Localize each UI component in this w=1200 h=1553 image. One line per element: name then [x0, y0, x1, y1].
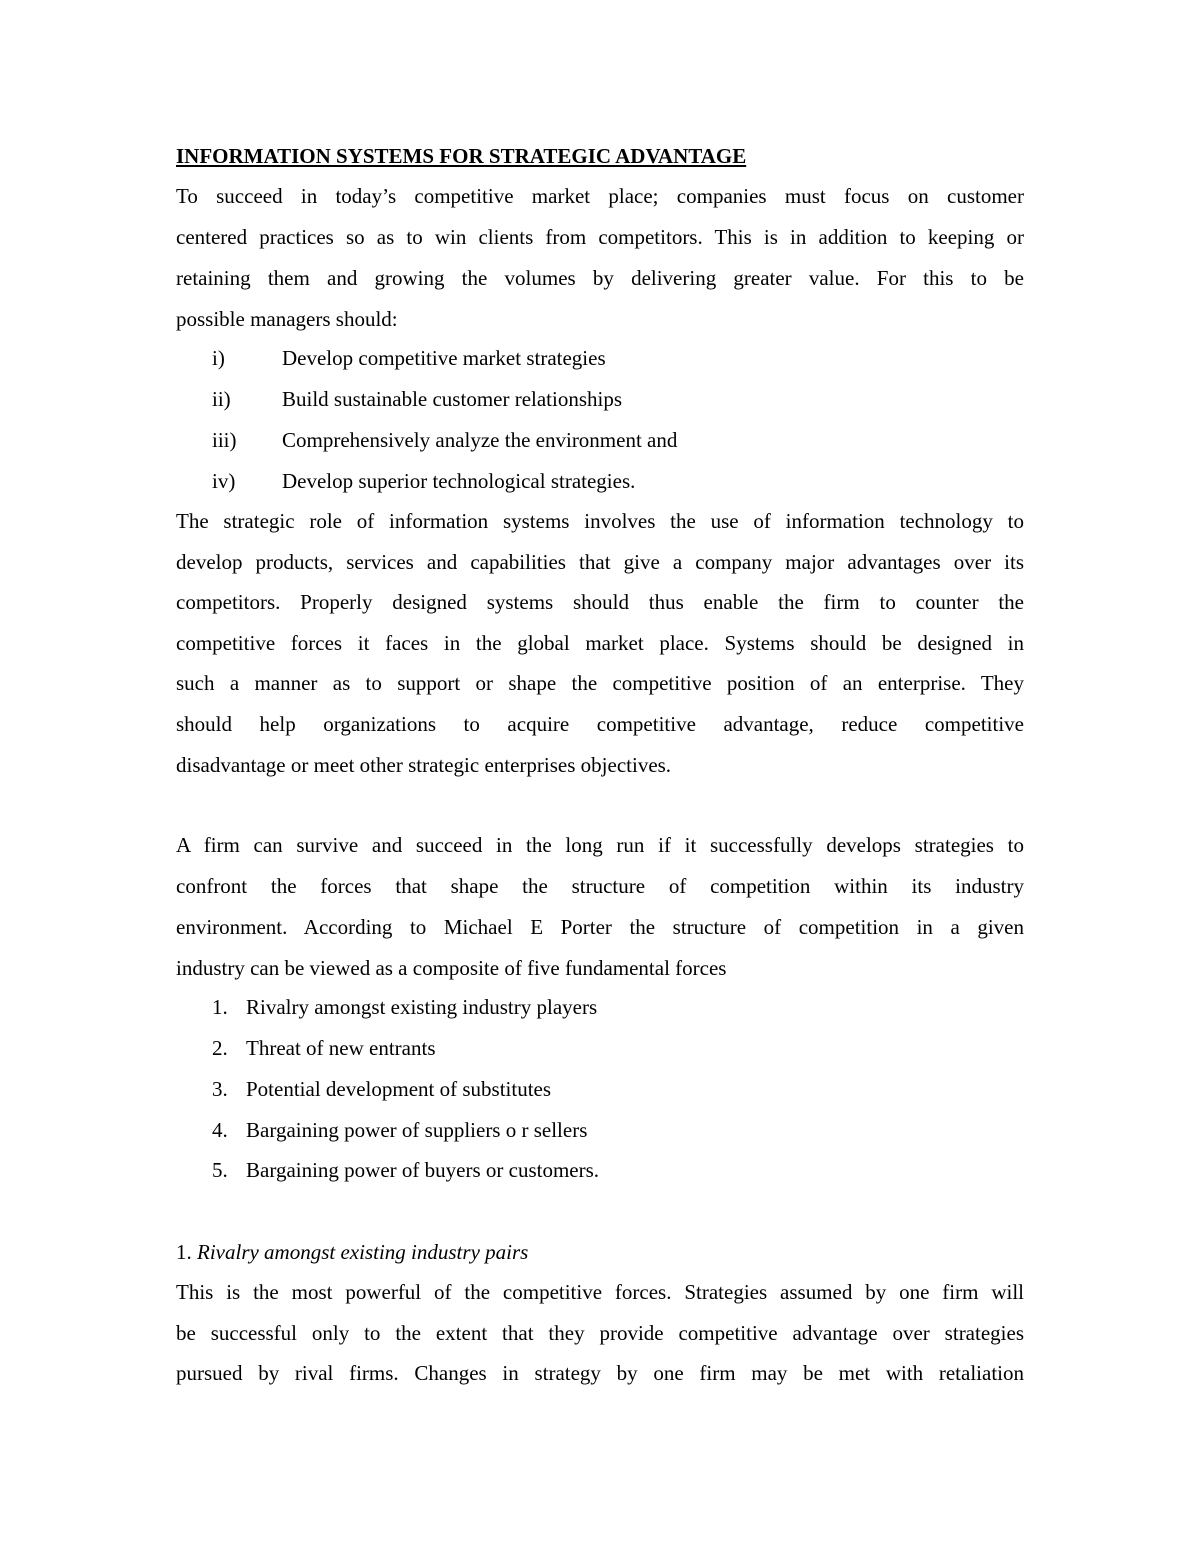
section-title: Rivalry amongst existing industry pairs — [197, 1240, 529, 1264]
list-item-text: Threat of new entrants — [246, 1036, 436, 1060]
intro-line: retaining them and growing the volumes by delivering greater value. For this to be — [176, 266, 1024, 290]
intro-line: To succeed in today’s competitive market place; companies must focus on customer — [176, 184, 1024, 208]
list-item-text: Develop competitive market strategies — [282, 346, 606, 370]
list-marker: 1. — [212, 995, 228, 1019]
firm-line: environment. According to Michael E Porter the structure of competition in a given — [176, 915, 1024, 939]
list-item-text: Rivalry amongst existing industry players — [246, 995, 598, 1019]
strategic-role-line: develop products, services and capabilities that give a company major advantages over its — [176, 550, 1024, 574]
document-title: INFORMATION SYSTEMS FOR STRATEGIC ADVANTAGE — [176, 144, 747, 168]
list-item-text: Potential development of substitutes — [246, 1077, 552, 1101]
list-item-text: Bargaining power of buyers or customers. — [246, 1158, 600, 1182]
list-item-text: Bargaining power of suppliers o r sellers — [246, 1118, 588, 1142]
section-line: This is the most powerful of the competitive forces. Strategies assumed by one firm will — [176, 1280, 1024, 1304]
firm-line: industry can be viewed as a composite of five fundamental forces — [176, 956, 727, 980]
list-marker: 2. — [212, 1036, 228, 1060]
strategic-role-line: such a manner as to support or shape the competitive position of an enterprise. They — [176, 671, 1024, 695]
firm-line: A firm can survive and succeed in the long run if it successfully develops strategies to — [176, 833, 1024, 857]
list-marker: iv) — [212, 469, 236, 493]
section-heading — [176, 1232, 1024, 1272]
list-marker: 3. — [212, 1077, 228, 1101]
list-marker: 4. — [212, 1118, 228, 1142]
list-marker: i) — [212, 346, 225, 370]
list-item-text: Develop superior technological strategies. — [282, 469, 636, 493]
list-item-text: Comprehensively analyze the environment and — [282, 428, 678, 452]
strategic-role-line: competitors. Properly designed systems should thus enable the firm to counter the — [176, 590, 1024, 614]
section-line: pursued by rival firms. Changes in strategy by one firm may be met with retaliation — [176, 1361, 1024, 1385]
section-number: 1. — [176, 1240, 197, 1264]
intro-line: centered practices so as to win clients from competitors. This is in addition to keeping or — [176, 225, 1024, 249]
section-line: be successful only to the extent that they provide competitive advantage over strategies — [176, 1321, 1024, 1345]
strategic-role-line: should help organizations to acquire competitive advantage, reduce competitive — [176, 712, 1024, 736]
list-marker: ii) — [212, 387, 231, 411]
list-marker: iii) — [212, 428, 237, 452]
list-item-text: Build sustainable customer relationships — [282, 387, 623, 411]
strategic-role-line: competitive forces it faces in the global market place. Systems should be designed in — [176, 631, 1024, 655]
strategic-role-line: disadvantage or meet other strategic enterprises objectives. — [176, 753, 672, 777]
firm-line: confront the forces that shape the structure of competition within its industry — [176, 874, 1024, 898]
list-marker: 5. — [212, 1158, 228, 1182]
strategic-role-line: The strategic role of information systems involves the use of information technology to — [176, 509, 1024, 533]
intro-line: possible managers should: — [176, 307, 398, 331]
